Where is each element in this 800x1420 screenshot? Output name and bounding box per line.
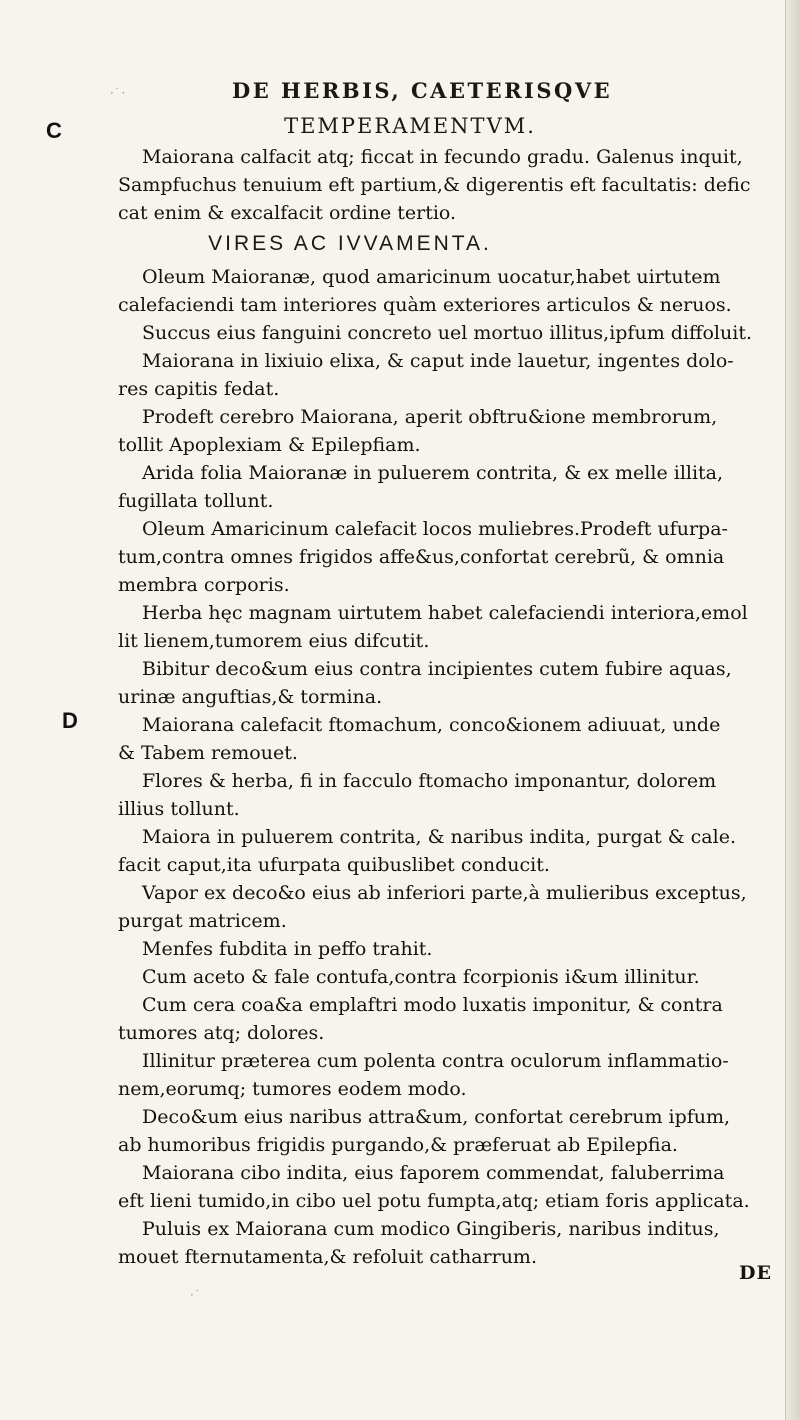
text-line: Maiorana in lixiuio elixa, & caput inde lauetur, ingentes dolo- xyxy=(142,350,734,372)
paragraph xyxy=(118,1103,790,1159)
paragraph xyxy=(118,655,790,711)
text-line: fugillata tollunt. xyxy=(118,490,274,512)
paragraph xyxy=(118,963,790,991)
section-heading-vires: VIRES AC IVVAMENTA. xyxy=(208,232,492,255)
text-line: membra corporis. xyxy=(118,574,290,596)
text-line: mouet fternutamenta,& refoluit catharrum. xyxy=(118,1246,537,1268)
ink-smudge: · ͘ · xyxy=(110,86,126,100)
paragraph xyxy=(118,1159,790,1215)
text-line: nem,eorumq; tumores eodem modo. xyxy=(118,1078,467,1100)
paragraph xyxy=(118,711,790,767)
paragraph xyxy=(118,459,790,515)
text-line: Deco&um eius naribus attra&um, confortat cerebrum ipfum, xyxy=(142,1106,731,1128)
text-line: res capitis fedat. xyxy=(118,378,280,400)
text-line: eft lieni tumido,in cibo uel potu fumpta,atq; etiam foris applicata. xyxy=(118,1190,750,1212)
catchword: DE xyxy=(739,1262,772,1284)
text-line: lit lienem,tumorem eius difcutit. xyxy=(118,630,430,652)
paragraph xyxy=(118,1215,790,1271)
paragraph xyxy=(118,991,790,1047)
text-line: Illinitur præterea cum polenta contra oculorum inflammatio- xyxy=(142,1050,729,1072)
text-line: Maiora in puluerem contrita, & naribus indita, purgat & cale. xyxy=(142,826,736,848)
paragraph xyxy=(118,935,790,963)
running-header: DE HERBIS, CAETERISQVE xyxy=(232,78,613,103)
text-line: tollit Apoplexiam & Epilepfiam. xyxy=(118,434,421,456)
paragraph xyxy=(118,599,790,655)
text-line: illius tollunt. xyxy=(118,798,240,820)
text-line: Maiorana calefacit ftomachum, conco&ionem adiuuat, unde xyxy=(142,714,721,736)
text-line: & Tabem remouet. xyxy=(118,742,298,764)
text-line: Flores & herba, fi in facculo ftomacho imponantur, dolorem xyxy=(142,770,717,792)
text-line: Herba hęc magnam uirtutem habet calefaciendi interiora,emol xyxy=(142,602,748,624)
text-line: Cum aceto & fale contufa,contra fcorpionis i&um illinitur. xyxy=(142,966,700,988)
text-line: Arida folia Maioranæ in puluerem contrita, & ex melle illita, xyxy=(142,462,724,484)
margin-letter-c: C xyxy=(46,118,62,143)
text-line: calefaciendi tam interiores quàm exteriores articulos & neruos. xyxy=(118,294,732,316)
section-heading-temperament: TEMPERAMENTVM. xyxy=(284,114,536,138)
paragraph-temperament xyxy=(118,143,790,227)
paragraph xyxy=(118,319,790,347)
margin-letter-d: D xyxy=(62,708,78,733)
text-line: ab humoribus frigidis purgando,& præferuat ab Epilepfia. xyxy=(118,1134,678,1156)
text-line: Sampfuchus tenuium eft partium,& digerentis eft facultatis: defic xyxy=(118,174,751,196)
text-line: Maiorana cibo indita, eius faporem commendat, faluberrima xyxy=(142,1162,725,1184)
text-line: Oleum Amaricinum calefacit locos muliebres.Prodeft ufurpa- xyxy=(142,518,728,540)
paragraph xyxy=(118,403,790,459)
paragraph xyxy=(118,515,790,599)
ink-smudge: · ͘ xyxy=(190,1288,198,1302)
text-line: tumores atq; dolores. xyxy=(118,1022,325,1044)
main-text xyxy=(118,143,790,1271)
paragraph xyxy=(118,767,790,823)
text-line: cat enim & excalfacit ordine tertio. xyxy=(118,202,457,224)
text-line: Prodeft cerebro Maiorana, aperit obftru&ione membrorum, xyxy=(142,406,718,428)
text-line: facit caput,ita ufurpata quibuslibet conducit. xyxy=(118,854,550,876)
text-line: Maiorana calfacit atq; ficcat in fecundo gradu. Galenus inquit, xyxy=(142,146,743,168)
paragraph xyxy=(118,347,790,403)
paragraph xyxy=(118,1047,790,1103)
text-line: purgat matricem. xyxy=(118,910,287,932)
text-line: Oleum Maioranæ, quod amaricinum uocatur,habet uirtutem xyxy=(142,266,721,288)
paragraph xyxy=(118,879,790,935)
text-line: urinæ anguftias,& tormina. xyxy=(118,686,383,708)
text-line: Bibitur deco&um eius contra incipientes cutem fubire aquas, xyxy=(142,658,732,680)
text-line: tum,contra omnes frigidos affe&us,confortat cerebrũ, & omnia xyxy=(118,546,725,568)
vires-paragraphs xyxy=(118,263,790,1271)
text-line: Vapor ex deco&o eius ab inferiori parte,à mulieribus exceptus, xyxy=(142,882,747,904)
text-line: Menfes fubdita in peffo trahit. xyxy=(142,938,433,960)
paragraph xyxy=(118,263,790,319)
text-line: Succus eius fanguini concreto uel mortuo illitus,ipfum diffoluit. xyxy=(142,322,752,344)
text-line: Puluis ex Maiorana cum modico Gingiberis, naribus inditus, xyxy=(142,1218,720,1240)
paragraph xyxy=(118,823,790,879)
text-line: Cum cera coa&a emplaftri modo luxatis imponitur, & contra xyxy=(142,994,723,1016)
